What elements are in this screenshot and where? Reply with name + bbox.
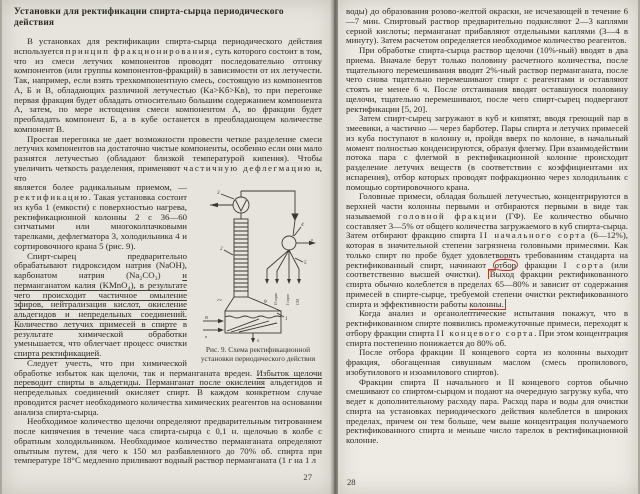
text-run: В установках для ректификации спирта-сырца периодического действия используется (14, 36, 322, 56)
pen-underline: и перманганатом калия (KMnO₄), в результате чего происходит частичное омыление эфиров, нейтрализация кислот, окисление альдегидов и непредельных соединений. Количество летучих примесей в спирте (14, 270, 187, 329)
figure-outlet-sm: СМ (295, 299, 300, 306)
text-run: , суть которого состоит в том, что из смеси летучих компонентов проводят последовательно отгонку компонентов (или группы компонентов-фракций) в зависимости от их летучести. Так, например, если взять трехкомпонентную смесь, состоящую из компонентов А, Б и В, обладающих различной летучестью (Kа>Kб>Kв), то при перегонке первая фракция будет обладать относительно большим содержанием компонента А, затем, по мере истощения смеси компонентом А, во фракции будет преобладать компонент Б, а в кубе останется в преобладающем количестве компонент В. (14, 45, 323, 134)
text-run: (6—12%), которая в значительной степени загрязнена головными примесями. Как только спирт по пробе будет удовлетворять требованиям стандарта на ректификованный спирт, начинают (346, 230, 628, 270)
paragraph: После отбора фракции II концевого сорта из колонны выходит фракция, обогащенная сивушным маслом (смесь пропилового, изобутилового и изоамилового спиртов). (346, 347, 628, 377)
text-run: альдегидов и непредельных соединений окисляет спирт. В каждом конкретном случае проводится расчет необходимого количества химических реагентов на основании анализа спирта-сырца. (14, 377, 323, 417)
text-run-spaced: II концевого сорта (436, 327, 535, 338)
figure-rectification-scheme (194, 185, 322, 363)
paragraph: воды) до образования розово-желтой окраски, не исчезающей в течение 6—7 мин. Спиртовый раствор предварительно подкисляют 2—3 каплями серной кислоты; перманганат прибавляют отдельными каплями (3—4 в минуту). Затем расчетом определяется необходимое количество реагентов. (346, 6, 628, 46)
figure-outlet-sort2: II сорт (273, 293, 278, 306)
text-run-spaced: ректификацию (14, 192, 89, 202)
text-run: является более радикальным приемом, — (14, 182, 187, 193)
text-run-spaced: II начального сорта (479, 230, 587, 241)
document-page-left (2, 0, 334, 494)
paragraph (14, 37, 322, 135)
text-run: Спирт-сырец предварительно обрабатывают гидроксидом натрия (NaOH), карбонатом натрия (Na₂CO₃) (14, 250, 187, 280)
text-run: (или соответственно высшей очистки). (346, 259, 628, 280)
paragraph: Необходимое количество щелочи определяют предварительным титрованием после кипячения в течение часа спирта-сырца с 0,1 н. щелочью в колбе с обратным холодильником. Необходимое количество перманганата определяют опытным путем, для чего к 150 мл разбавленного до 70% об. спирта при температуре 18°С медленно приливают водный раствор перманганата (1 г на 1 л (14, 416, 322, 466)
text-run: . Такая установка состоит из куба 1 (емкости) с поверхностью нагрева, ректификационной колонны 2 с 36—60 ситчатыми или многоколпачковыми тарелками, дефлегматора 3, холодильника 4 и сортировочного крана 5 (рис. 9). (14, 192, 187, 251)
figure-label-condenser: 4 (301, 222, 304, 229)
page-number-left: 27 (303, 472, 312, 482)
figure-outlet-gf: ГФ (263, 299, 268, 306)
red-pen-underline: колонны. (469, 298, 504, 309)
figure-label-water-out: в (311, 237, 313, 243)
pen-underline: спирта ректификацией (14, 348, 100, 358)
figure-label-column: 2 (220, 246, 223, 253)
paragraph: Фракции спирта II начального и II концевого сортов обычно смешивают со спиртом-сырцом и подают на очередную загрузку куба, что ведет к дополнительному расходу пара. Расход пара и воды для очистки спирта на установках периодического действия колеблется в широких пределах, причем он тем больше, чем выше концентрация получаемого ректификованного спирта и меньше число тарелок в ректификационной колонне. (346, 376, 628, 445)
text-run: в результате химической обработки уменьшается, что облегчает процесс очистки (14, 318, 187, 349)
paragraph (14, 135, 322, 184)
text-run-spaced: частичную дефлегмацию (183, 162, 313, 173)
paragraph: Затем спирт-сырец загружают в куб и кипятят, вводя греющий пар в змеевики, а частично — через барботер. Пары спирта и летучих примесей из куба поступают в колонну и, пройдя вверх по колонне, в начальный момент полностью конденсируются, образуя флегму. При взаимодействии потока пара с флегмой в ректификационной колонне происходит разделение летучих веществ (в соответствии с коэффициентами их испарения), отбор которых проводят пофракционно через холодильник с помощью сортировочного крана. (346, 113, 628, 192)
text-run-spaced: принцип фракционирования (65, 45, 211, 56)
text-run-spaced: I сорта (563, 259, 605, 270)
document-page-right (338, 0, 638, 494)
text-run-spaced: головной фракции (398, 210, 499, 221)
figure-label-valve: 5 (304, 260, 307, 267)
red-pen-circle: отбор (494, 259, 517, 270)
paragraph: При обработке спирта-сырца раствор щелочи (10%-ный) вводят в два приема. Вначале берут только половину расчетного количества, после тщательного перемешивания вводят 2%-ный раствор перманганата, после чего снова тщательно перемешивают спирт с реагентами и оставляют стоять не менее 6 ч. После отстаивания вводят оставшуюся половину щелочи, тщательно перемешивают, после чего спирт-сырец подвергают ректификации [5, 20]. (346, 45, 628, 114)
red-pen-bracket: Выход (489, 269, 515, 280)
figure-caption: Рис. 9. Схема ректификационной установки периодического действия (200, 345, 316, 363)
page-number-right: 28 (347, 477, 356, 487)
text-run: (ГФ). Ее количество обычно составляет 3—5% от общего количества загружаемого в куб спирта-сырца. Затем отбирают фракцию спирта (346, 210, 628, 241)
page-title: Установки для ректификации спирта-сырца периодического действия (14, 7, 284, 28)
figure-label-feed: В (205, 315, 208, 321)
pen-underline: Избыток щелочи переводит спирты в альдегиды. Перманганат после окисления (14, 367, 322, 388)
paragraph (14, 359, 322, 418)
text-run: фракции ректификованного спирта обычно колеблется в пределах 65—80% и зависит от содержания примесей в спирте-сырце, требуемой степени очистки ректификованного спирта и эффективности работы (346, 269, 628, 309)
figure-label-cube: 1 (285, 316, 288, 323)
distillation-column-diagram (197, 185, 319, 343)
text-run: . При этом концентрация спирта постепенно понижается до 80% об. (346, 327, 628, 348)
text-run: Простая перегонка не дает возможности провести четкое разделение смеси летучих компонентов на достаточно чистые компоненты, особенно если они мало разнятся летучестью (обладают близкой температурой кипения). Чтобы увеличить четкость разделения, применяют (14, 133, 322, 173)
figure-label-drain: б (257, 338, 260, 344)
paragraph (346, 192, 628, 309)
figure-label-steam: п (205, 334, 208, 340)
text-run: фракции (518, 259, 564, 270)
text-run: и, что (14, 162, 322, 183)
text-run: Следует учесть, что при химической обработке избыток как щелочи, так и перманганата вреден. (14, 357, 257, 378)
figure-outlet-sort1: I сорт (285, 294, 290, 306)
text-run: Головные примеси, обладая большей летучестью, концентрируются в верхней части колонны первыми и отбираются первыми в виде так называемой (346, 191, 628, 221)
paragraph (346, 309, 628, 348)
figure-label-section: г-г (217, 297, 222, 303)
figure-label-deflegmator: 3 (217, 190, 220, 197)
text-run: . (99, 348, 102, 358)
text-run: Когда анализ и органолептические испытания покажут, что в ректификованном спирте появились промежуточные примеси, переходят к отбору фракции спирта (346, 308, 628, 338)
